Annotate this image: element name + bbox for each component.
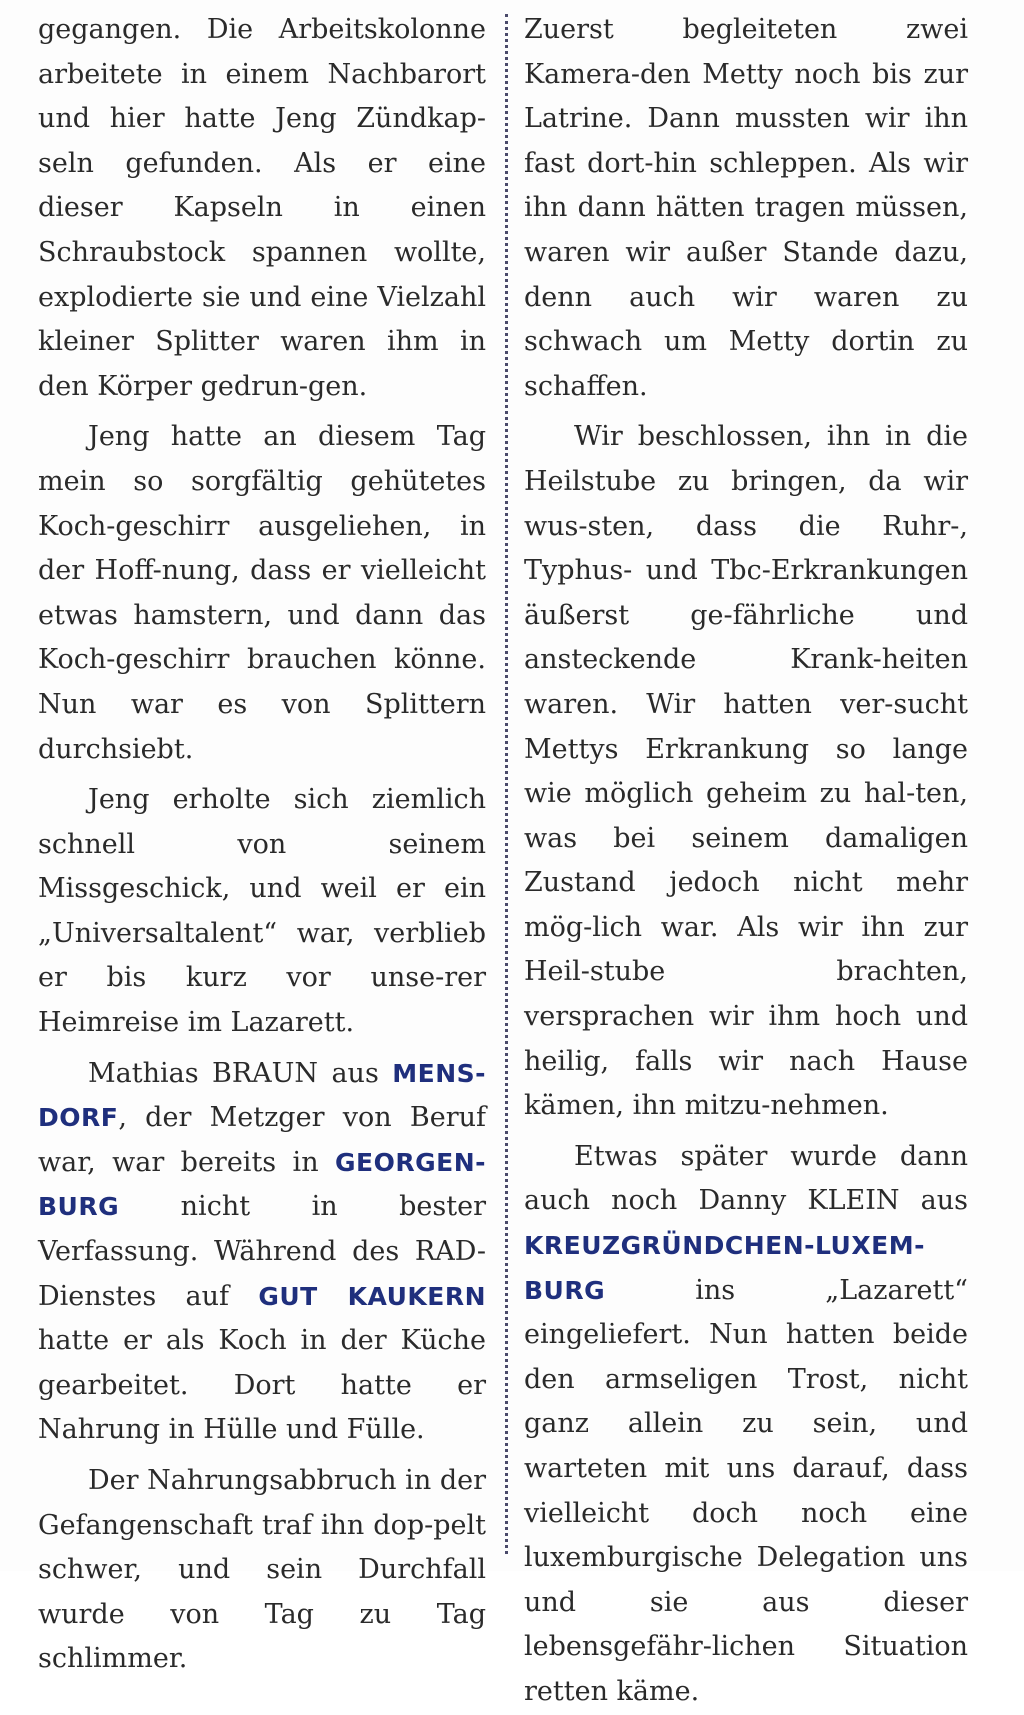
text-run: nicht in bester Verfassung. Während des RAD-Dienstes auf [38,1191,486,1312]
text-run: ins „Lazarett“ eingeliefert. Nun hatten beide den armseligen Trost, nicht ganz allein zu sein, und warteten mit uns darauf, dass vielleicht doch noch eine luxemburgische Delegation uns und sie aus dieser lebensgefähr-lichen Situation retten käme. [524,1274,968,1707]
paragraph-danny-klein [524,1135,968,1715]
paragraph-nahrungsabbruch: Der Nahrungsabbruch in der Gefangenschaft traf ihn dop-pelt schwer, und sein Durchfall wurde von Tag zu Tag schlimmer. [38,1465,486,1675]
text-run: Etwas später wurde dann auch noch Danny KLEIN aus [524,1140,968,1217]
text-run: , der Metzger von Beruf war, war bereits in [38,1102,486,1178]
paragraph-heilstube: Wir beschlossen, ihn in die Heilstube zu bringen, da wir wus-sten, dass die Ruhr-, Typhus- und Tbc-Erkrankungen äußerst ge-fährliche und ansteckende Krank-heiten waren. Wir hatten ver-sucht Mettys Erkrankung so lange wie möglich geheim zu hal-ten, was bei seinem damaligen Zustand jedoch nicht mehr mög-lich war. Als wir ihn zur Heil-stube brachten, versprachen wir ihm hoch und heilig, falls wir nach Hause kämen, ihn mitzu-nehmen. [524,421,968,1122]
text-run: hatte er als Koch in der Küche gearbeitet. Dort hatte er Nahrung in Hülle und Fülle. [38,1325,486,1446]
paragraph-latrine: Zuerst begleiteten zwei Kamera-den Metty noch bis zur Latrine. Dann mussten wir ihn fast dort-hin schleppen. Als wir ihn dann hätten tragen müssen, waren wir außer Stande dazu, denn auch wir waren zu schwach um Metty dortin zu schaffen. [524,14,968,402]
place-name-kreuzgruendchen-luxemburg: KREUZGRÜNDCHEN-LUXEM-BURG [524,1231,925,1305]
place-name-gut-kaukern: GUT KAUKERN [258,1281,486,1311]
paragraph-mathias-braun [38,1052,486,1453]
text-run: Mathias BRAUN aus [88,1057,393,1089]
paragraph-jeng-explosion: gegangen. Die Arbeitskolonne arbeitete in einem Nachbarort und hier hatte Jeng Zündkap-seln gefunden. Als er eine dieser Kapseln in einen Schraubstock spannen wollte, explodierte sie und eine Vielzahl kleiner Splitter waren ihm in den Körper gedrun-gen. [38,14,486,402]
place-name-mensdorf: MENS-DORF [38,1058,486,1133]
left-text-column [38,8,486,1682]
place-name-georgenburg: GEORGEN-BURG [38,1147,486,1222]
paragraph-jeng-recovery: Jeng erholte sich ziemlich schnell von seinem Missgeschick, und weil er ein „Universaltalent“ war, verblieb er bis kurz vor unse-rer Heimreise im Lazarett. [38,784,486,1039]
paragraph-jeng-kochgeschirr: Jeng hatte an diesem Tag mein so sorgfältig gehütetes Koch-geschirr ausgeliehen, in der Hoff-nung, dass er vielleicht etwas hamstern, und dann das Koch-geschirr brauchen könne. Nun war es von Splittern durchsiebt. [38,421,486,765]
column-divider [505,14,508,1554]
right-text-column [524,8,968,1715]
